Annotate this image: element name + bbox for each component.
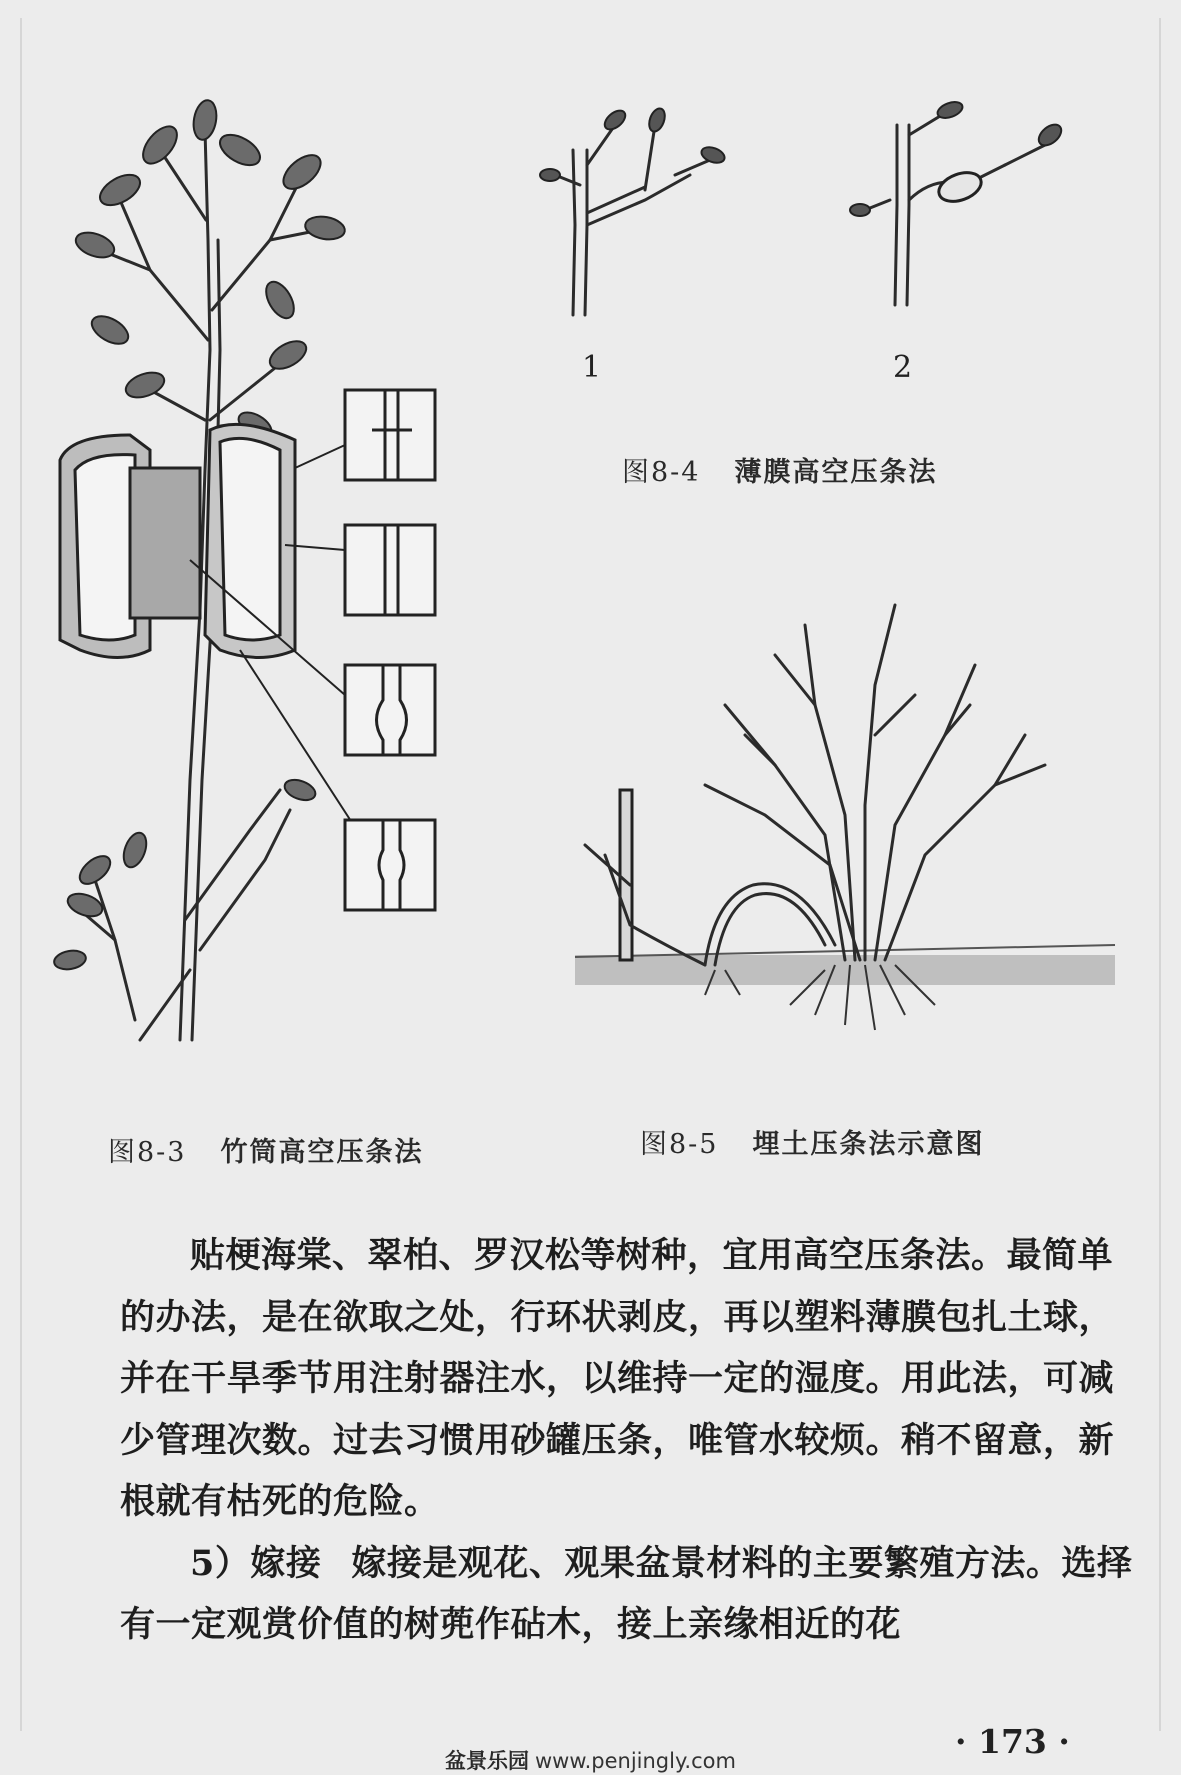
- figure-8-5-caption: [640, 1122, 984, 1161]
- section-label-grafting: 5）嫁接: [190, 1542, 322, 1584]
- site-watermark: [445, 1745, 736, 1775]
- figure-8-4-title: 薄膜高空压条法: [734, 457, 938, 488]
- figure-8-5-number: 图8-5: [640, 1129, 719, 1160]
- paragraph-grafting-text: 嫁接是观花、观果盆景材料的主要繁殖方法。选择有一定观赏价值的树蔸作砧木，接上亲缘相近的花: [120, 1542, 1133, 1645]
- watermark-site-name: 盆景乐园: [445, 1749, 529, 1773]
- figure-8-5-illustration: [575, 585, 1115, 1045]
- watermark-url: www.penjingly.com: [535, 1749, 736, 1773]
- figure-8-3-illustration: [40, 90, 530, 1080]
- paragraph-air-layering: 贴梗海棠、翠柏、罗汉松等树种，宜用高空压条法。最简单的办法，是在欲取之处，行环状剥皮，再以塑料薄膜包扎土球，并在干旱季节用注射器注水，以维持一定的湿度。用此法，可减少管理次数。过去习惯用砂罐压条，唯管水较烦。稍不留意，新根就有枯死的危险。: [120, 1235, 1115, 1522]
- figure-8-3-caption: [108, 1130, 423, 1169]
- figure-8-4-number: 图8-4: [622, 457, 701, 488]
- figure-8-5-title: 埋土压条法示意图: [752, 1129, 985, 1160]
- page-number: · 173 ·: [955, 1722, 1070, 1761]
- figure-8-3-title: 竹筒高空压条法: [220, 1137, 424, 1168]
- figure-8-4-label-2: 2: [893, 350, 913, 385]
- body-text: [120, 1225, 1145, 1656]
- figure-8-4-label-1: 1: [582, 350, 602, 385]
- figure-8-3-number: 图8-3: [108, 1137, 187, 1168]
- paragraph-grafting: [120, 1533, 1145, 1656]
- figure-8-4-panel-2: [845, 105, 1075, 305]
- figure-8-4-caption: [622, 450, 937, 489]
- figure-8-4-panel-1: [535, 105, 735, 325]
